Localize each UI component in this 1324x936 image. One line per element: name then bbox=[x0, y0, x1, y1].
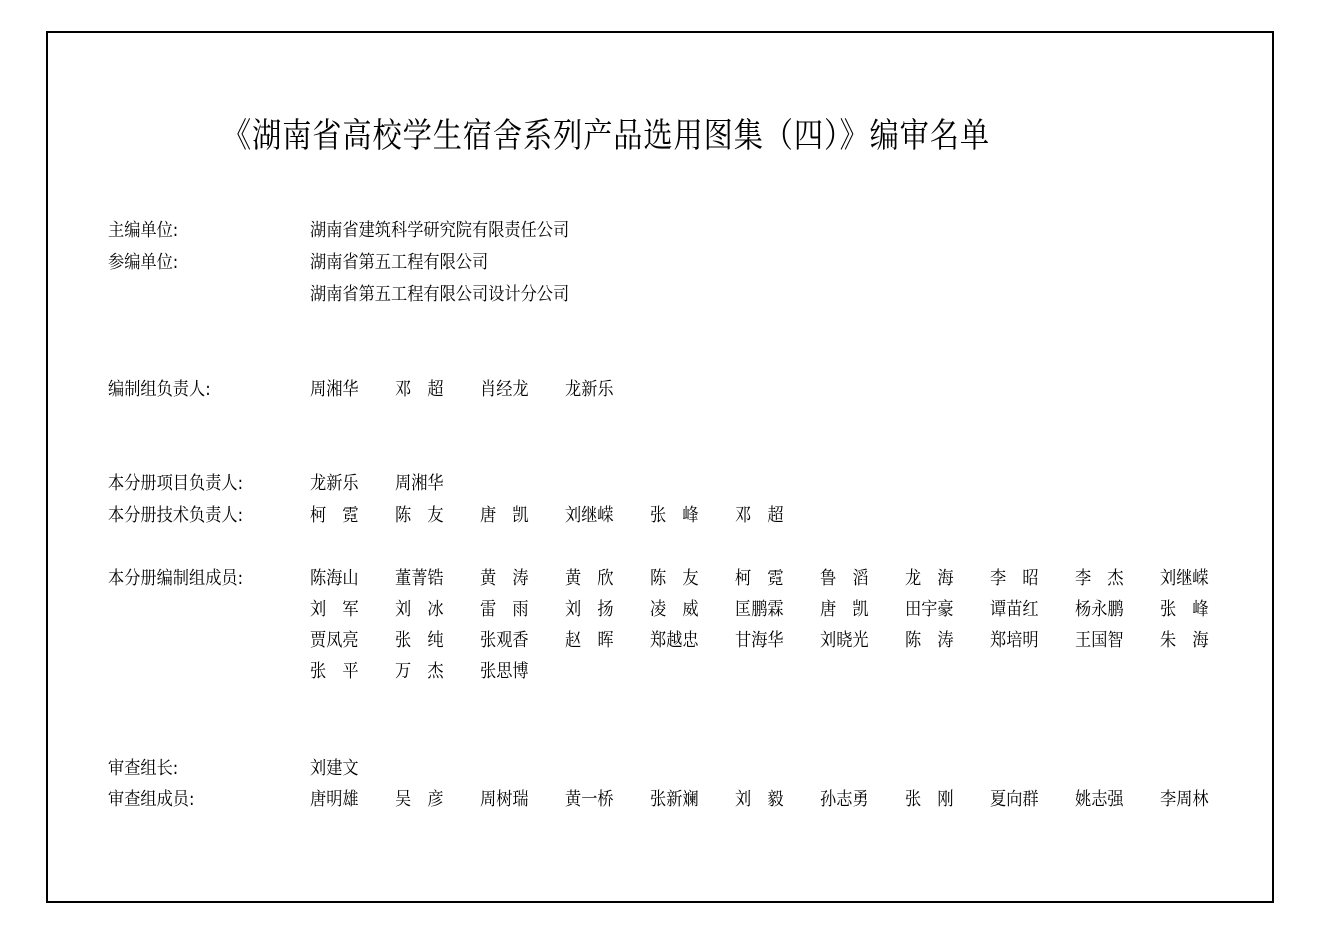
member-name: 张 平 bbox=[310, 661, 359, 682]
member-name: 龙 海 bbox=[905, 568, 954, 589]
member-name: 雷 雨 bbox=[480, 599, 529, 620]
page-title: 《湖南省高校学生宿舍系列产品选用图集（四）》编审名单 bbox=[222, 116, 990, 156]
member-name: 刘 扬 bbox=[565, 599, 614, 620]
compile-leader-name: 周湘华 bbox=[310, 379, 359, 400]
member-name: 杨永鹏 bbox=[1075, 599, 1124, 620]
review-chief-label: 审查组长: bbox=[108, 758, 179, 779]
member-name: 李 昭 bbox=[990, 568, 1039, 589]
tech-leader-name: 刘继嵘 bbox=[565, 505, 614, 526]
member-name: 谭苗红 bbox=[990, 599, 1039, 620]
review-chief-name: 刘建文 bbox=[310, 758, 359, 779]
member-name: 赵 晖 bbox=[565, 630, 614, 651]
compile-leader-name: 肖经龙 bbox=[480, 379, 529, 400]
member-name: 陈 友 bbox=[650, 568, 699, 589]
member-name: 张观香 bbox=[480, 630, 529, 651]
review-member-name: 唐明雄 bbox=[310, 789, 359, 810]
review-member-name: 张 刚 bbox=[905, 789, 954, 810]
tech-leader-name: 唐 凯 bbox=[480, 505, 529, 526]
member-name: 朱 海 bbox=[1160, 630, 1209, 651]
member-name: 甘海华 bbox=[735, 630, 784, 651]
participating-unit-1: 湖南省第五工程有限公司 bbox=[310, 252, 489, 273]
compile-leaders-label: 编制组负责人: bbox=[108, 379, 211, 400]
members-label: 本分册编制组成员: bbox=[108, 568, 244, 589]
project-leader-name: 龙新乐 bbox=[310, 473, 359, 494]
participating-units-label: 参编单位: bbox=[108, 252, 179, 273]
chief-unit-value: 湖南省建筑科学研究院有限责任公司 bbox=[310, 220, 570, 241]
member-name: 刘继嵘 bbox=[1160, 568, 1209, 589]
member-name: 黄 欣 bbox=[565, 568, 614, 589]
member-name: 陈海山 bbox=[310, 568, 359, 589]
member-name: 张 纯 bbox=[395, 630, 444, 651]
chief-unit-label: 主编单位: bbox=[108, 220, 179, 241]
review-member-name: 夏向群 bbox=[990, 789, 1039, 810]
member-name: 鲁 滔 bbox=[820, 568, 869, 589]
member-name: 陈 涛 bbox=[905, 630, 954, 651]
tech-leader-name: 邓 超 bbox=[735, 505, 784, 526]
member-name: 万 杰 bbox=[395, 661, 444, 682]
project-leader-name: 周湘华 bbox=[395, 473, 444, 494]
review-member-name: 周树瑞 bbox=[480, 789, 529, 810]
review-member-name: 刘 毅 bbox=[735, 789, 784, 810]
member-name: 贾凤亮 bbox=[310, 630, 359, 651]
member-name: 田宇豪 bbox=[905, 599, 954, 620]
member-name: 刘 冰 bbox=[395, 599, 444, 620]
member-name: 匡鹏霖 bbox=[735, 599, 784, 620]
review-member-name: 黄一桥 bbox=[565, 789, 614, 810]
member-name: 柯 霓 bbox=[735, 568, 784, 589]
compile-leader-name: 龙新乐 bbox=[565, 379, 614, 400]
review-member-name: 李周林 bbox=[1160, 789, 1209, 810]
member-name: 唐 凯 bbox=[820, 599, 869, 620]
compile-leader-name: 邓 超 bbox=[395, 379, 444, 400]
member-name: 张思博 bbox=[480, 661, 529, 682]
tech-leader-name: 陈 友 bbox=[395, 505, 444, 526]
review-member-name: 张新斓 bbox=[650, 789, 699, 810]
member-name: 李 杰 bbox=[1075, 568, 1124, 589]
member-name: 张 峰 bbox=[1160, 599, 1209, 620]
member-name: 凌 威 bbox=[650, 599, 699, 620]
tech-leader-name: 柯 霓 bbox=[310, 505, 359, 526]
member-name: 王国智 bbox=[1075, 630, 1124, 651]
member-name: 刘 军 bbox=[310, 599, 359, 620]
review-members-label: 审查组成员: bbox=[108, 789, 195, 810]
participating-unit-2: 湖南省第五工程有限公司设计分公司 bbox=[310, 284, 570, 305]
tech-leader-name: 张 峰 bbox=[650, 505, 699, 526]
member-name: 郑越忠 bbox=[650, 630, 699, 651]
project-leaders-label: 本分册项目负责人: bbox=[108, 473, 244, 494]
review-member-name: 孙志勇 bbox=[820, 789, 869, 810]
member-name: 刘晓光 bbox=[820, 630, 869, 651]
member-name: 郑培明 bbox=[990, 630, 1039, 651]
member-name: 董菁锆 bbox=[395, 568, 444, 589]
review-member-name: 吴 彦 bbox=[395, 789, 444, 810]
review-member-name: 姚志强 bbox=[1075, 789, 1124, 810]
member-name: 黄 涛 bbox=[480, 568, 529, 589]
drawing-frame bbox=[46, 31, 1274, 903]
tech-leaders-label: 本分册技术负责人: bbox=[108, 505, 244, 526]
